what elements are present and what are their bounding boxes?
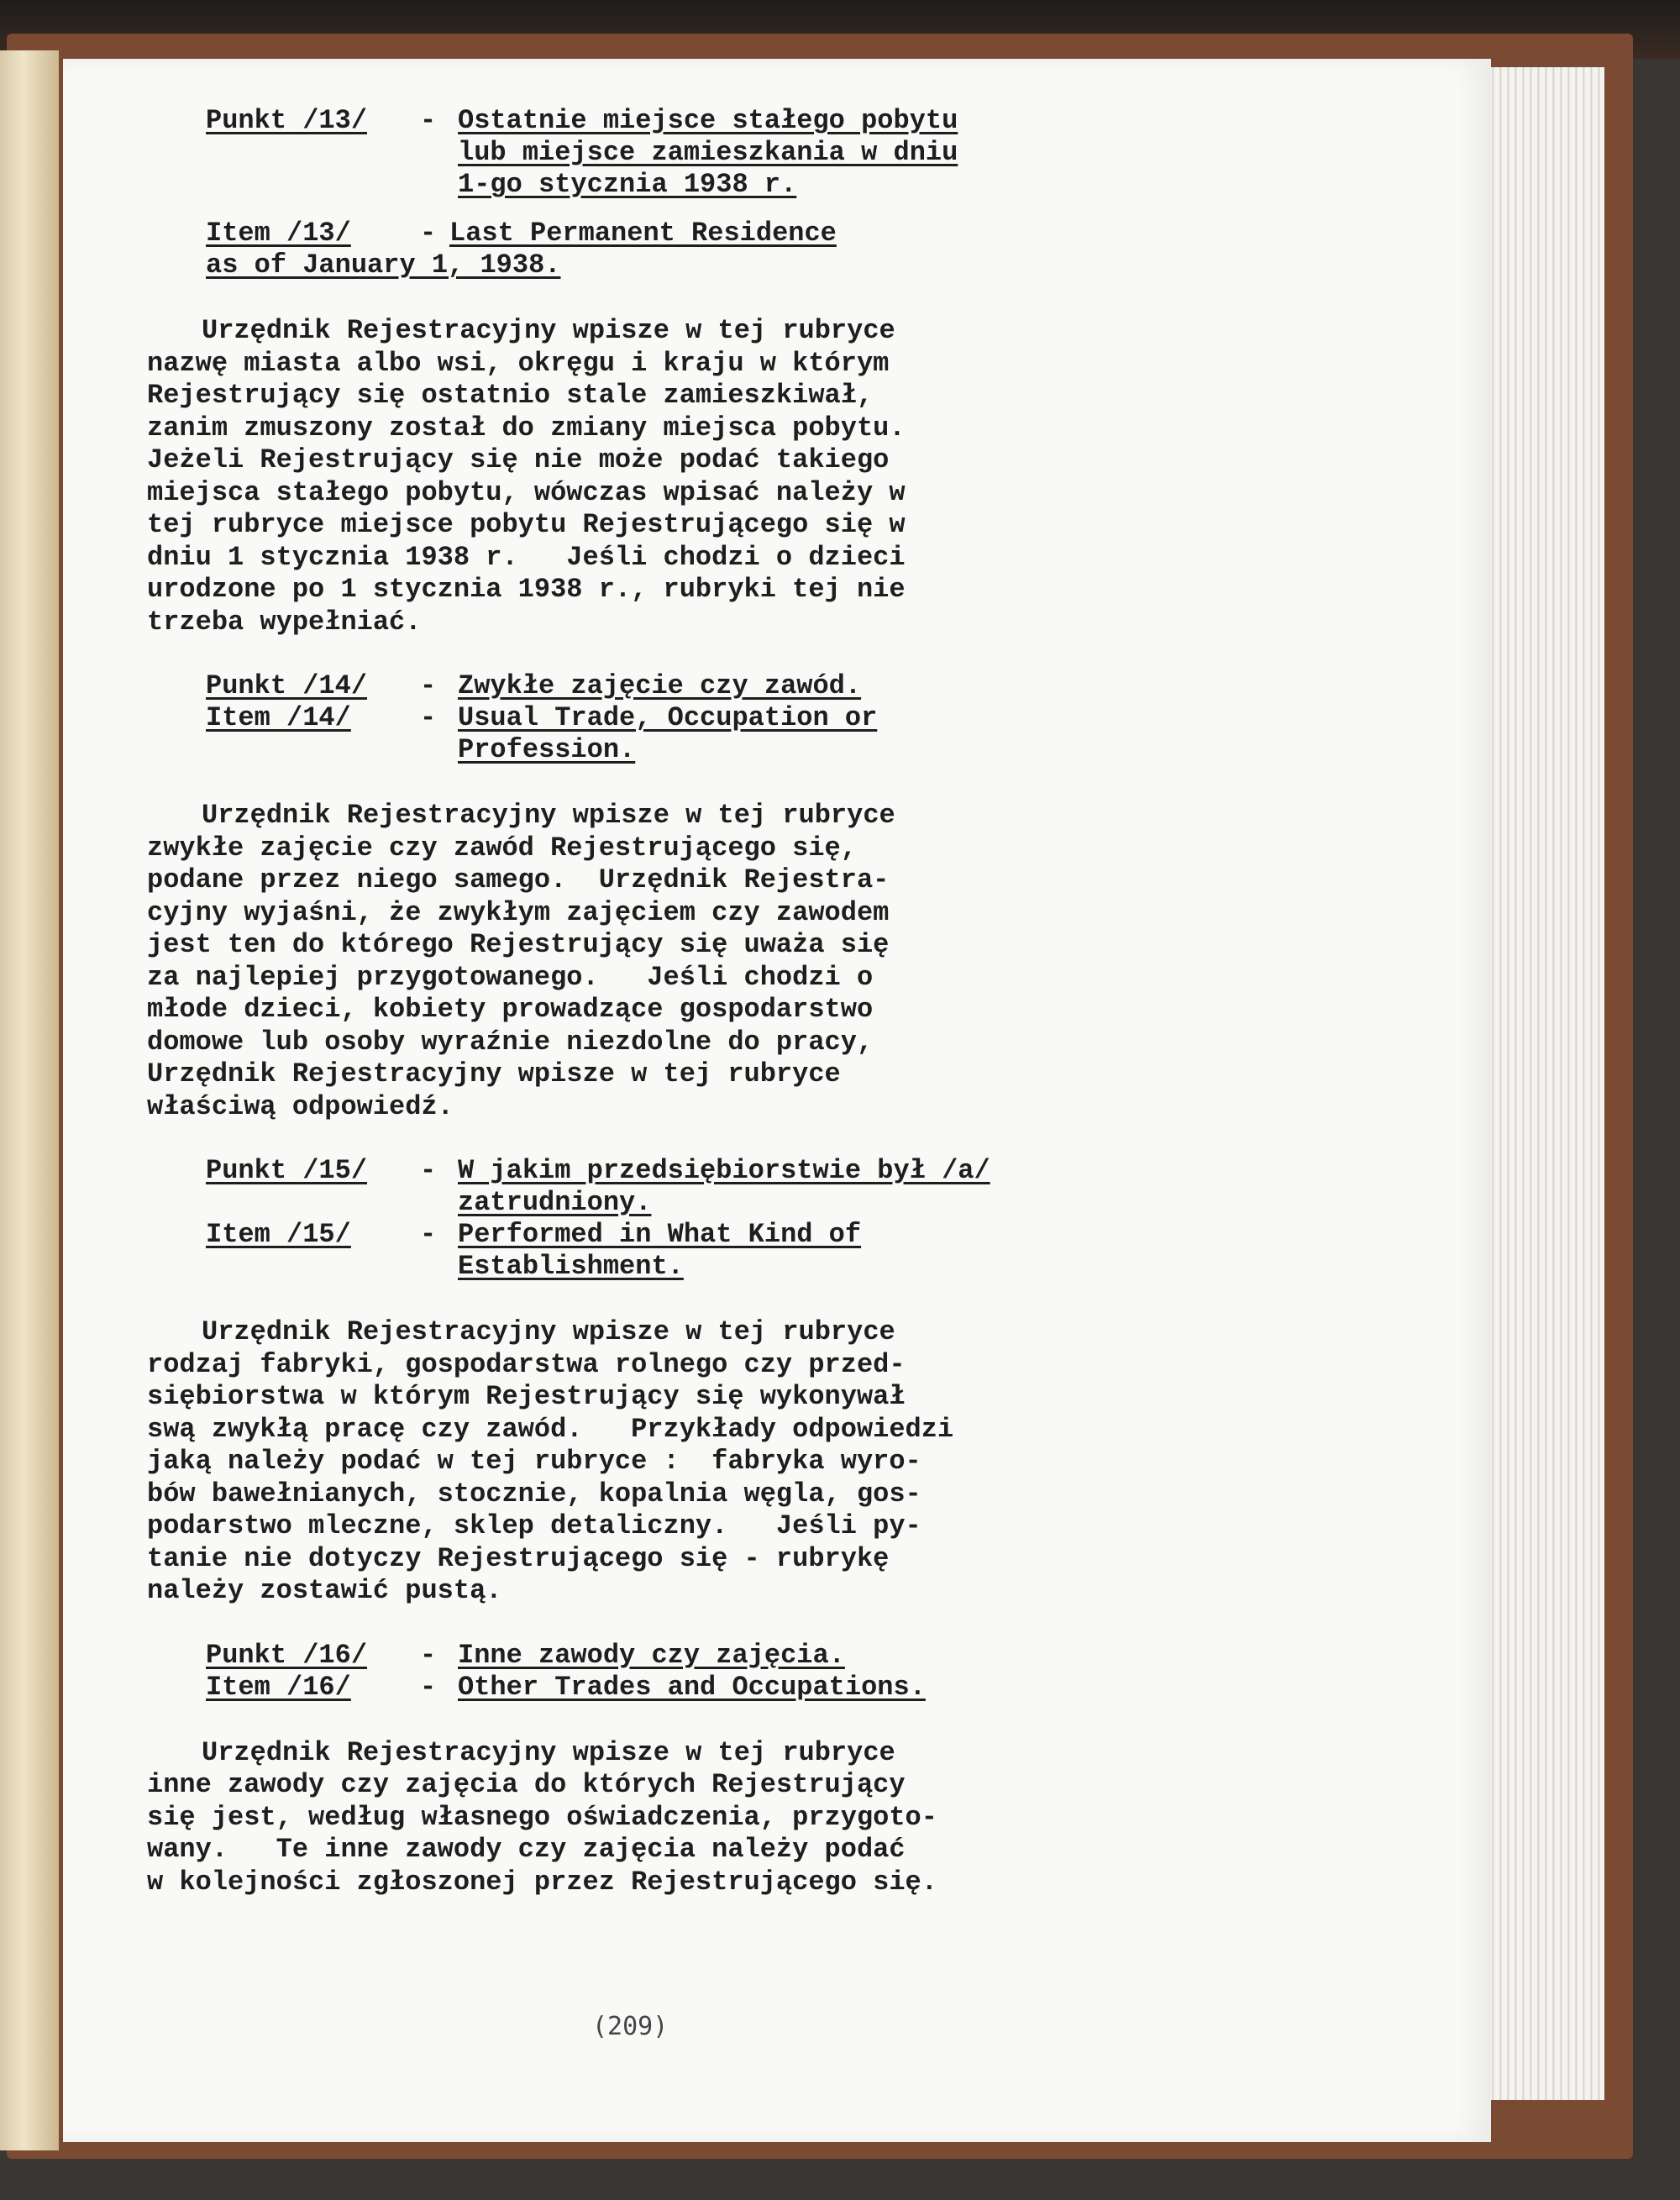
heading-line — [206, 105, 1298, 137]
instruction-paragraph — [147, 800, 1298, 1123]
paragraph-line: Urzędnik Rejestracyjny wpisze w tej rubryce — [202, 315, 895, 346]
heading-dash: - — [420, 1155, 437, 1186]
paragraph-line: podarstwo mleczne, sklep detaliczny. Jeśli py- — [147, 1510, 921, 1541]
paragraph-line: bów bawełnianych, stocznie, kopalnia węgla, gos- — [147, 1478, 921, 1510]
english-item-title: Performed in What Kind of — [458, 1219, 862, 1250]
paragraph-line: w kolejności zgłoszonej przez Rejestrującego się. — [147, 1866, 937, 1898]
heading-line — [206, 249, 1298, 281]
english-item-title: Establishment. — [458, 1251, 684, 1282]
paragraph-line: Jeżeli Rejestrujący się nie może podać takiego — [147, 444, 890, 475]
polish-item-title: 1-go stycznia 1938 r. — [458, 169, 797, 200]
polish-item-title: zatrudniony. — [458, 1187, 652, 1218]
heading-line — [206, 1155, 1298, 1187]
heading-dash: - — [420, 1671, 437, 1703]
english-item-title: as of January 1, 1938. — [206, 249, 561, 281]
paragraph-line: urodzone po 1 stycznia 1938 r., rubryki tej nie — [147, 574, 906, 605]
paragraph-line: domowe lub osoby wyraźnie niezdolne do pracy, — [147, 1026, 874, 1058]
paragraph-line: zanim zmuszony został do zmiany miejsca pobytu. — [147, 412, 906, 444]
english-item-title: Profession. — [458, 734, 636, 765]
paragraph-line: cyjny wyjaśni, że zwykłym zajęciem czy zawodem — [147, 896, 890, 928]
paragraph-line: swą zwykłą pracę czy zawód. Przykłady odpowiedzi — [147, 1413, 954, 1445]
heading-line — [206, 734, 1298, 766]
heading-line — [206, 1672, 1298, 1704]
heading-dash: - — [420, 670, 437, 701]
heading-dash: - — [420, 1219, 437, 1250]
heading-dash: - — [420, 218, 437, 249]
paragraph-line: Urzędnik Rejestracyjny wpisze w tej rubryce — [147, 1058, 841, 1089]
english-item-label: Item /13/ — [206, 218, 351, 249]
paragraph-line: należy zostawić pustą. — [147, 1575, 502, 1606]
polish-item-label: Punkt /13/ — [206, 105, 368, 136]
paragraph-line: inne zawody czy zajęcia do których Rejestrujący — [147, 1769, 906, 1800]
paragraph-line: miejsca stałego pobytu, wówczas wpisać należy w — [147, 476, 906, 508]
paragraph-line: wany. Te inne zawody czy zajęcia należy podać — [147, 1834, 906, 1865]
english-item-title: Other Trades and Occupations. — [458, 1671, 926, 1703]
heading-line — [206, 218, 1298, 249]
paragraph-line: dniu 1 stycznia 1938 r. Jeśli chodzi o dzieci — [147, 541, 906, 573]
paragraph-line: jaką należy podać w tej rubryce : fabryka wyro- — [147, 1446, 921, 1477]
heading-line — [206, 169, 1298, 201]
english-item-title: Usual Trade, Occupation or — [458, 702, 878, 733]
polish-item-label: Punkt /14/ — [206, 670, 368, 701]
heading-line — [206, 670, 1298, 702]
paragraph-line: młode dzieci, kobiety prowadzące gospodarstwo — [147, 994, 874, 1025]
english-item-title: Last Permanent Residence — [449, 218, 837, 249]
paragraph-line: Urzędnik Rejestracyjny wpisze w tej rubryce — [202, 1736, 895, 1768]
paragraph-line: podane przez niego samego. Urzędnik Rejestra- — [147, 864, 890, 895]
heading-dash: - — [420, 702, 437, 733]
polish-item-label: Punkt /16/ — [206, 1639, 368, 1671]
book-binding — [0, 50, 59, 2150]
paragraph-line: siębiorstwa w którym Rejestrujący się wykonywał — [147, 1381, 906, 1412]
paragraph-line: trzeba wypełniać. — [147, 606, 422, 638]
section-14 — [147, 670, 1298, 1123]
paragraph-line: tanie nie dotyczy Rejestrującego się - rubrykę — [147, 1542, 890, 1574]
paragraph-line: zwykłe zajęcie czy zawód Rejestrującego się, — [147, 832, 857, 864]
heading-line — [206, 1219, 1298, 1251]
heading-dash: - — [420, 105, 437, 136]
instruction-paragraph — [147, 1737, 1298, 1899]
section-13 — [147, 105, 1298, 638]
page-edges — [1487, 67, 1604, 2100]
section-16 — [147, 1639, 1298, 1899]
page-number: (209) — [592, 2012, 669, 2041]
english-item-label: Item /15/ — [206, 1219, 351, 1250]
english-item-label: Item /14/ — [206, 702, 351, 733]
paragraph-line: się jest, według własnego oświadczenia, przygoto- — [147, 1801, 937, 1833]
polish-item-title: Inne zawody czy zajęcia. — [458, 1639, 845, 1671]
paragraph-line: Urzędnik Rejestracyjny wpisze w tej rubryce — [202, 800, 895, 831]
section-15 — [147, 1155, 1298, 1608]
polish-item-label: Punkt /15/ — [206, 1155, 368, 1186]
paragraph-line: jest ten do którego Rejestrujący się uważa się — [147, 929, 890, 960]
heading-dash: - — [420, 1639, 437, 1671]
heading-line — [206, 1640, 1298, 1672]
heading-line — [206, 1187, 1298, 1219]
paragraph-line: właściwą odpowiedź. — [147, 1090, 454, 1122]
page-text — [147, 105, 1298, 1930]
heading-line — [206, 137, 1298, 169]
heading-line — [206, 1251, 1298, 1283]
polish-item-title: Zwykłe zajęcie czy zawód. — [458, 670, 862, 701]
paragraph-line: nazwę miasta albo wsi, okręgu i kraju w którym — [147, 347, 890, 379]
instruction-paragraph — [147, 315, 1298, 638]
polish-item-title: lub miejsce zamieszkania w dniu — [458, 137, 958, 168]
paragraph-line: Rejestrujący się ostatnio stale zamieszkiwał, — [147, 380, 874, 411]
heading-line — [206, 702, 1298, 734]
paragraph-line: za najlepiej przygotowanego. Jeśli chodzi o — [147, 961, 874, 993]
instruction-paragraph — [147, 1316, 1298, 1608]
paragraph-line: Urzędnik Rejestracyjny wpisze w tej rubryce — [202, 1316, 895, 1347]
paragraph-line: rodzaj fabryki, gospodarstwa rolnego czy przed- — [147, 1348, 906, 1380]
english-item-label: Item /16/ — [206, 1671, 351, 1703]
polish-item-title: W jakim przedsiębiorstwie był /a/ — [458, 1155, 990, 1186]
polish-item-title: Ostatnie miejsce stałego pobytu — [458, 105, 958, 136]
paragraph-line: tej rubryce miejsce pobytu Rejestrującego się w — [147, 509, 906, 540]
